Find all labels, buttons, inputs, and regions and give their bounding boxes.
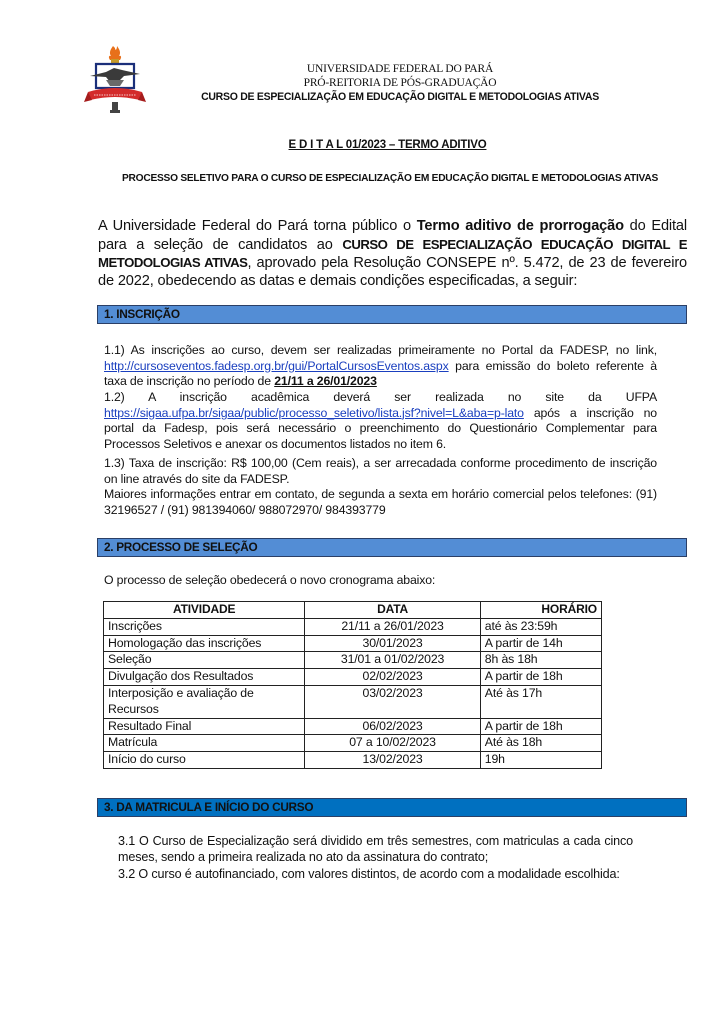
item-text: após a inscrição no portal da Fadesp, pois será necessário o preenchimento do Questionário Complementar para Processos Seletivos e anexar os documentos listados no item 6. <box>104 405 657 451</box>
time-cell: Até às 18h <box>480 735 601 752</box>
document-header <box>150 62 650 104</box>
date-cell: 30/01/2023 <box>305 635 480 652</box>
sigaa-ufpa-link[interactable]: https://sigaa.ufpa.br/sigaa/public/processo_seletivo/lista.jsf?nivel=L&aba=p-lato <box>104 405 524 420</box>
item-text: 1.2) A inscrição acadêmica deverá ser realizada no site da UFPA <box>104 390 657 404</box>
date-cell: 31/01 a 01/02/2023 <box>305 652 480 669</box>
schedule-intro: O processo de seleção obedecerá o novo cronograma abaixo: <box>104 573 436 587</box>
date-cell: 21/11 a 26/01/2023 <box>305 618 480 635</box>
table-row <box>104 685 602 718</box>
intro-bold-course: CURSO DE ESPECIALIZAÇÃO EDUCAÇÃO DIGITAL E METODOLOGIAS ATIVAS <box>98 236 687 270</box>
item-1-2 <box>104 390 657 452</box>
table-row <box>104 652 602 669</box>
table-row <box>104 618 602 635</box>
course-name: CURSO DE ESPECIALIZAÇÃO EM EDUCAÇÃO DIGITAL E METODOLOGIAS ATIVAS <box>201 91 599 103</box>
date-cell: 06/02/2023 <box>305 718 480 735</box>
intro-text: do Edital para a seleção de candidatos ao <box>98 218 687 253</box>
activity-cell: Inscrições <box>104 618 305 635</box>
item-1-1 <box>104 343 657 390</box>
item-text: para emissão do boleto referente à taxa de inscrição no período de <box>104 358 657 389</box>
intro-paragraph <box>98 218 687 290</box>
intro-text: A Universidade Federal do Pará torna público o <box>98 218 417 234</box>
activity-cell: Interposição e avaliação de Recursos <box>104 685 305 718</box>
intro-bold-term: Termo aditivo de prorrogação <box>416 218 624 234</box>
table-row <box>104 635 602 652</box>
activity-cell: Início do curso <box>104 752 305 769</box>
intro-text: , aprovado pela Resolução CONSEPE nº. 5.472, de 23 de fevereiro de 2022, obedecendo as datas e demais condições especificadas, a seguir: <box>98 255 688 289</box>
pro-rectory-name: PRÓ-REITORIA DE PÓS-GRADUAÇÃO <box>303 77 497 89</box>
section-heading-processo-selecao: 2. PROCESSO DE SELEÇÃO <box>97 538 687 557</box>
activity-cell: Seleção <box>104 652 305 669</box>
table-row <box>104 735 602 752</box>
time-cell: 19h <box>480 752 601 769</box>
contact-info-text: Maiores informações entrar em contato, de segunda a sexta em horário comercial pelos telefones: (91) 32196527 / (91) 981394060/ 988072970/ 984393779 <box>104 487 657 517</box>
activity-cell: Matrícula <box>104 735 305 752</box>
document-subtitle: PROCESSO SELETIVO PARA O CURSO DE ESPECIALIZAÇÃO EM EDUCAÇÃO DIGITAL E METODOLOGIAS ATIVAS <box>122 173 658 184</box>
activity-cell: Divulgação dos Resultados <box>104 669 305 686</box>
item-3-2: 3.2 O curso é autofinanciado, com valores distintos, de acordo com a modalidade escolhida: <box>118 867 620 881</box>
table-header-row <box>104 602 602 619</box>
table-row <box>104 718 602 735</box>
ufpa-crest-icon <box>84 44 146 118</box>
table-row <box>104 752 602 769</box>
activity-cell: Homologação das inscrições <box>104 635 305 652</box>
section-heading-matricula: 3. DA MATRICULA E INÍCIO DO CURSO <box>97 798 687 817</box>
university-name: UNIVERSIDADE FEDERAL DO PARÁ <box>306 63 494 75</box>
fadesp-portal-link[interactable]: http://cursoseventos.fadesp.org.br/gui/PortalCursosEventos.aspx <box>104 358 449 373</box>
registration-period: 21/11 a 26/01/2023 <box>274 374 377 389</box>
item-text: 1.1) As inscrições ao curso, devem ser realizadas primeiramente no Portal da FADESP, no link, <box>104 343 657 357</box>
date-cell: 13/02/2023 <box>305 752 480 769</box>
column-header-atividade: ATIVIDADE <box>104 602 305 619</box>
item-1-3 <box>104 456 657 518</box>
date-cell: 02/02/2023 <box>305 669 480 686</box>
date-cell: 07 a 10/02/2023 <box>305 735 480 752</box>
registration-fee-text: 1.3) Taxa de inscrição: R$ 100,00 (Cem reais), a ser arrecadada conforme procedimento de inscrição on line através do site da FADESP. <box>104 456 657 486</box>
column-header-data: DATA <box>305 602 480 619</box>
activity-cell: Resultado Final <box>104 718 305 735</box>
time-cell: Até às 17h <box>480 685 601 718</box>
time-cell: A partir de 18h <box>480 669 601 686</box>
table-row <box>104 669 602 686</box>
section-heading-inscricao: 1. INSCRIÇÃO <box>97 305 687 324</box>
edital-title: E D I T A L 01/2023 – TERMO ADITIVO <box>288 139 487 151</box>
time-cell: 8h às 18h <box>480 652 601 669</box>
column-header-horario: HORÁRIO <box>480 602 601 619</box>
date-cell: 03/02/2023 <box>305 685 480 718</box>
item-3-1: 3.1 O Curso de Especialização será dividido em três semestres, com matriculas a cada cinco meses, sendo a primeira realizada no ato da assinatura do contrato; <box>118 834 633 864</box>
time-cell: A partir de 18h <box>480 718 601 735</box>
time-cell: A partir de 14h <box>480 635 601 652</box>
schedule-table <box>103 601 602 769</box>
time-cell: até às 23:59h <box>480 618 601 635</box>
